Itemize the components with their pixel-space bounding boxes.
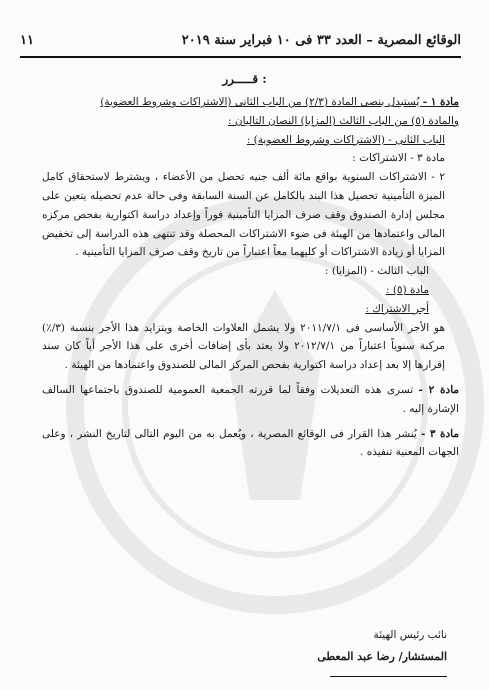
page-number: ١١ bbox=[20, 32, 34, 48]
decree-body bbox=[42, 93, 459, 462]
article-5-heading: مادة (٥) : bbox=[385, 283, 429, 296]
article-1-text: يُستبدل بنصى المادة (٢/٣) من الباب الثانى (الاشتراكات وشروط العضوية) bbox=[100, 96, 423, 108]
signature-block bbox=[317, 624, 447, 668]
article-3-text: يُنشر هذا القرار فى الوقائع المصرية ، ويُعمل به من اليوم التالى لتاريخ النشر ، وعلى الجهات المعنية تنفيذه . bbox=[42, 427, 459, 459]
article-1 bbox=[42, 93, 459, 112]
page-header bbox=[20, 28, 461, 52]
chapter-two-heading: الباب الثانى - (الاشتراكات وشروط العضوية) : bbox=[246, 133, 445, 146]
contribution-wage-clause: هو الأجر الأساسى فى ٢٠١١/٧/١ ولا يشمل العلاوات الخاصة ويتزايد هذا الأجر بنسبة (٣/٪) مركبة سنوياً اعتباراً من ٢٠١٢/٧/١ ولا يعتد بأى إضافات أخرى على هذا الأجر أياً كان سند إقرارها إلا بعد إعداد دراسة اكتوارية بفحص المركز المالى للصندوق واعتمادها من الهيئة . bbox=[42, 321, 445, 372]
chapter-three-heading: الباب الثالث - (المزايا) : bbox=[324, 265, 429, 278]
article-1-lead: مادة ١ - bbox=[422, 96, 459, 108]
article-2-text: تسرى هذه التعديلات وفقاً لما قررته الجمعية العمومية للصندوق باجتماعها السالف الإشارة إليه . bbox=[42, 383, 459, 415]
article-2 bbox=[42, 381, 459, 419]
article-3 bbox=[42, 425, 459, 463]
signatory-role: نائب رئيس الهيئة bbox=[373, 629, 447, 641]
article-2-lead: مادة ٢ - bbox=[418, 383, 460, 396]
publication-title: الوقائع المصرية – العدد ٣٣ فى ١٠ فبراير سنة ٢٠١٩ bbox=[181, 32, 461, 48]
header-divider bbox=[20, 56, 461, 58]
signatory-name: المستشار/ رضا عبد المعطى bbox=[317, 650, 447, 663]
article-3-heading: مادة ٣ - الاشتراكات : bbox=[352, 152, 445, 165]
article-3-lead: مادة ٣ - bbox=[421, 427, 459, 440]
decree-heading: قـــــرر : bbox=[222, 72, 267, 86]
replacement-intro: والمادة (٥) من الباب الثالث (المزايا) النصان التاليان : bbox=[228, 114, 459, 127]
signature-underline bbox=[330, 676, 447, 677]
contributions-clause: ٢ - الاشتراكات السنوية بواقع مائة ألف جنيه تحصل من الأعضاء ، ويشترط لاستحقاق كامل الميزة التأمينية تحصيل هذا البند بالكامل عن السنة السابقة وفى حالة عدم تحصيله يتعين على مجلس إدارة الصندوق وقف صرف المزايا التأمينية فوراً وإعداد دراسة اكتوارية بفحص مركزه المالى واعتمادها من الهيئة فى ضوء الاشتراكات المحصلة وقد تنتهى هذه الدراسة إلى تخفيض المزايا أو زيادة الاشتراكات أو كليهما معاً اعتباراً من تاريخ وقف صرف المزايا التأمينية . bbox=[42, 171, 445, 259]
contribution-wage-heading: أجر الاشتراك : bbox=[365, 302, 429, 315]
